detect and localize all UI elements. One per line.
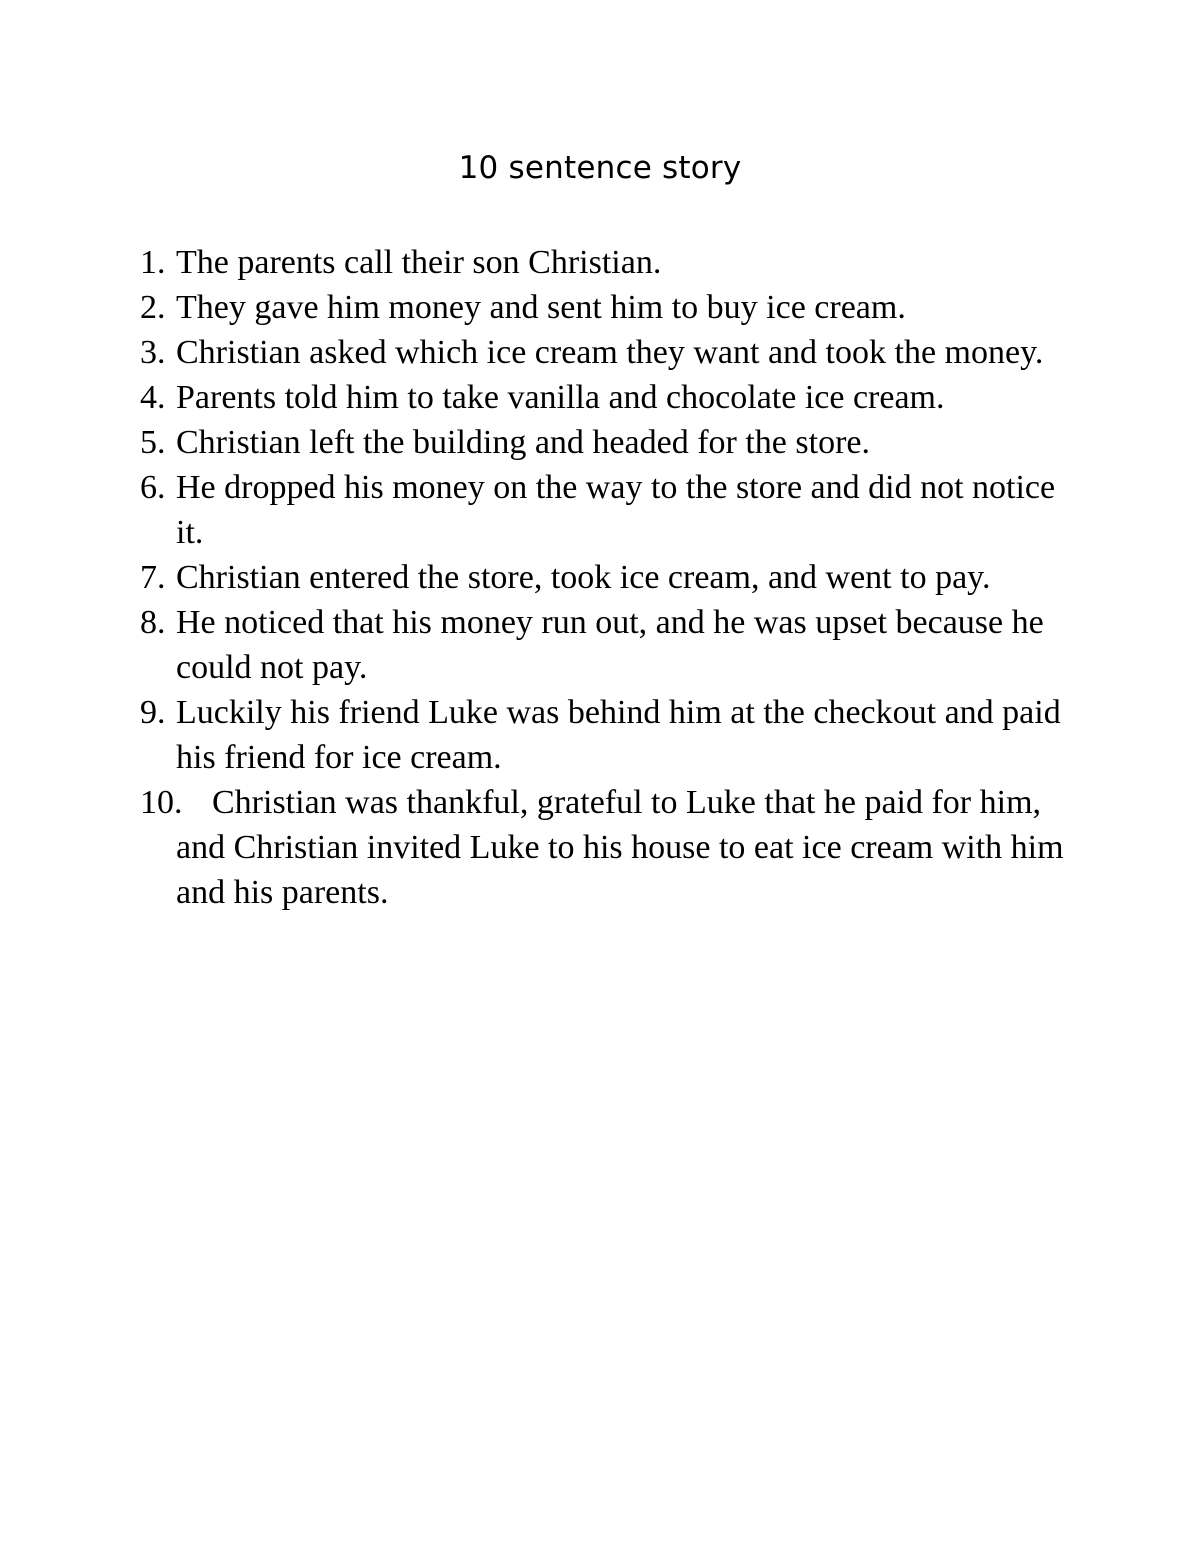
item-text: Christian entered the store, took ice cream, and went to pay. bbox=[176, 559, 991, 596]
item-text: Christian asked which ice cream they want and took the money. bbox=[176, 334, 1044, 371]
item-number: 7. bbox=[140, 559, 166, 596]
item-number: 2. bbox=[140, 289, 166, 326]
item-number: 5. bbox=[140, 424, 166, 461]
item-number: 9. bbox=[140, 694, 166, 731]
list-item bbox=[140, 555, 1080, 600]
item-number: 3. bbox=[140, 334, 166, 371]
list-item bbox=[140, 780, 1080, 915]
item-text: He dropped his money on the way to the store and did not notice it. bbox=[176, 469, 1056, 551]
story-list bbox=[140, 240, 1080, 915]
list-item bbox=[140, 330, 1080, 375]
item-number: 4. bbox=[140, 379, 166, 416]
item-text: The parents call their son Christian. bbox=[176, 244, 662, 281]
item-number: 1. bbox=[140, 244, 166, 281]
item-text bbox=[176, 780, 1080, 915]
list-item bbox=[140, 465, 1080, 555]
item-number: 10. bbox=[140, 784, 183, 821]
item-text: Luckily his friend Luke was behind him at the checkout and paid his friend for ice cream. bbox=[176, 694, 1061, 776]
item-text: Christian left the building and headed for the store. bbox=[176, 424, 870, 461]
document-title: 10 sentence story bbox=[458, 150, 742, 186]
item-text: Parents told him to take vanilla and chocolate ice cream. bbox=[176, 379, 945, 416]
item-number: 8. bbox=[140, 604, 166, 641]
item-number: 6. bbox=[140, 469, 166, 506]
item-text-content: Christian was thankful, grateful to Luke that he paid for him, and Christian invited Luke to his house to eat ice cream with him and his parents. bbox=[176, 784, 1064, 911]
list-item bbox=[140, 375, 1080, 420]
list-item bbox=[140, 285, 1080, 330]
item-text: They gave him money and sent him to buy ice cream. bbox=[176, 289, 906, 326]
list-item bbox=[140, 240, 1080, 285]
list-item bbox=[140, 420, 1080, 465]
item-text: He noticed that his money run out, and he was upset because he could not pay. bbox=[176, 604, 1044, 686]
list-item bbox=[140, 690, 1080, 780]
list-item bbox=[140, 600, 1080, 690]
